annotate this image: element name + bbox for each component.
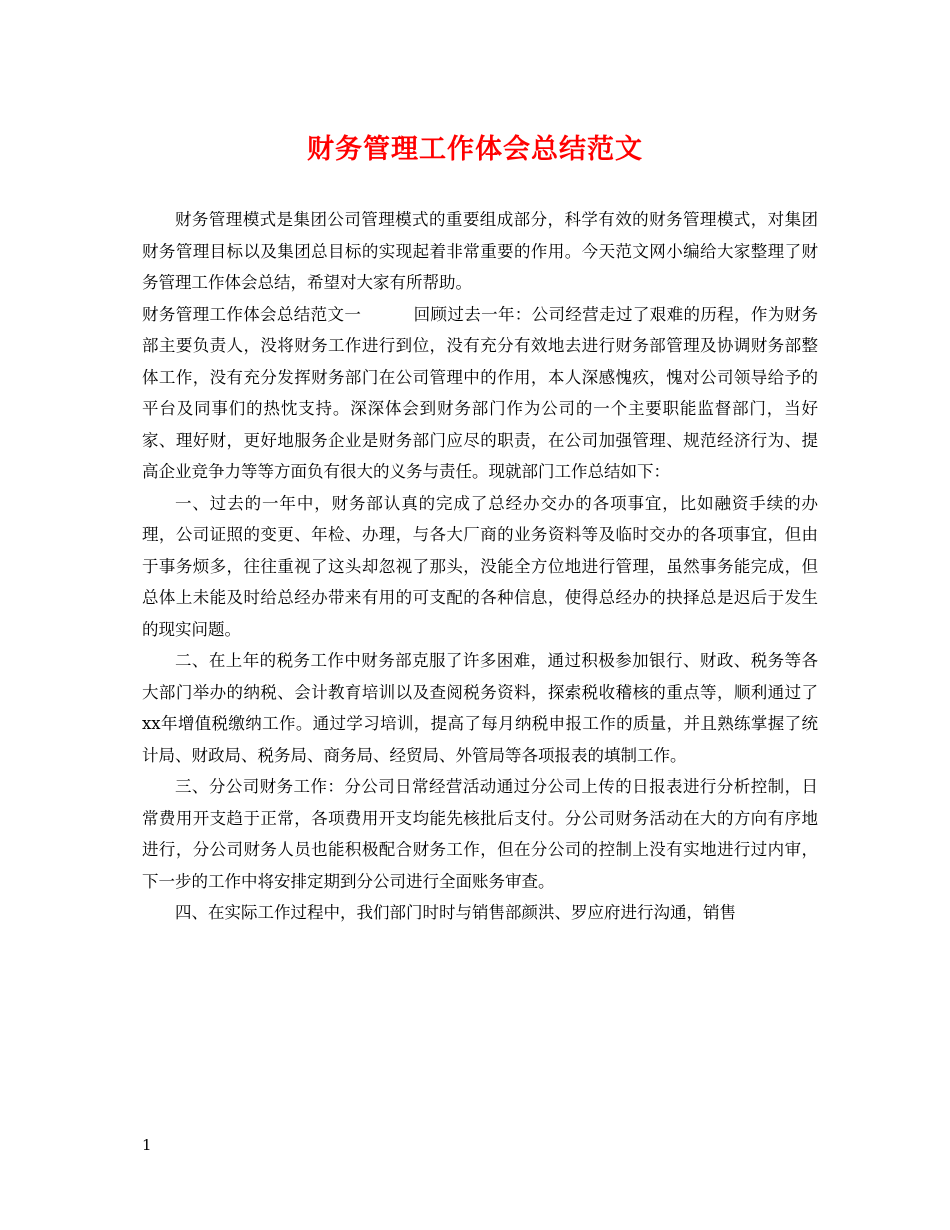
body-paragraph-4: 四、在实际工作过程中，我们部门时时与销售部颜洪、罗应府进行沟通，销售: [175, 903, 736, 922]
section-heading: 财务管理工作体会总结范文一: [142, 304, 362, 324]
section-paragraph: [142, 299, 818, 488]
intro-paragraph: 财务管理模式是集团公司管理模式的重要组成部分，科学有效的财务管理模式，对集团财务管理目标以及集团总目标的实现起着非常重要的作用。今天范文网小编给大家整理了财务管理工作体会总结，希望对大家有所帮助。: [142, 210, 818, 292]
body-paragraph-3: 三、分公司财务工作：分公司日常经营活动通过分公司上传的日报表进行分析控制，日常费用开支趋于正常，各项费用开支均能先核批后支付。分公司财务活动在大的方向有序地进行，分公司财务人员也能积极配合财务工作，但在分公司的控制上没有实地进行过内审，下一步的工作中将安排定期到分公司进行全面账务审查。: [142, 777, 818, 891]
document-title: 财务管理工作体会总结范文: [307, 134, 643, 165]
page-number: 1: [142, 1136, 152, 1154]
body-paragraph-1: 一、过去的一年中，财务部认真的完成了总经办交办的各项事宜，比如融资手续的办理，公司证照的变更、年检、办理，与各大厂商的业务资料等及临时交办的各项事宜，但由于事务烦多，往往重视了这头却忽视了那头，没能全方位地进行管理，虽然事务能完成，但总体上未能及时给总经办带来有用的可支配的各种信息，使得总经办的抉择总是迟后于发生的现实问题。: [142, 493, 818, 639]
section-lead-text: 回顾过去一年：公司经营走过了艰难的历程，作为财务部主要负责人，没将财务工作进行到位，没有充分有效地去进行财务部管理及协调财务部整体工作，没有充分发挥财务部门在公司管理中的作用，本人深感愧疚，愧对公司领导给予的平台及同事们的热忱支持。深深体会到财务部门作为公司的一个主要职能监督部门，当好家、理好财，更好地服务企业是财务部门应尽的职责，在公司加强管理、规范经济行为、提高企业竞争力等等方面负有很大的义务与责任。现就部门工作总结如下：: [142, 304, 819, 481]
body-paragraph-2: 二、在上年的税务工作中财务部克服了许多困难，通过积极参加银行、财政、税务等各大部门举办的纳税、会计教育培训以及查阅税务资料，探索税收稽核的重点等，顺利通过了xx年增值税缴纳工作。通过学习培训，提高了每月纳税申报工作的质量，并且熟练掌握了统计局、财政局、税务局、商务局、经贸局、外管局等各项报表的填制工作。: [142, 651, 818, 765]
document-body: [142, 204, 818, 929]
